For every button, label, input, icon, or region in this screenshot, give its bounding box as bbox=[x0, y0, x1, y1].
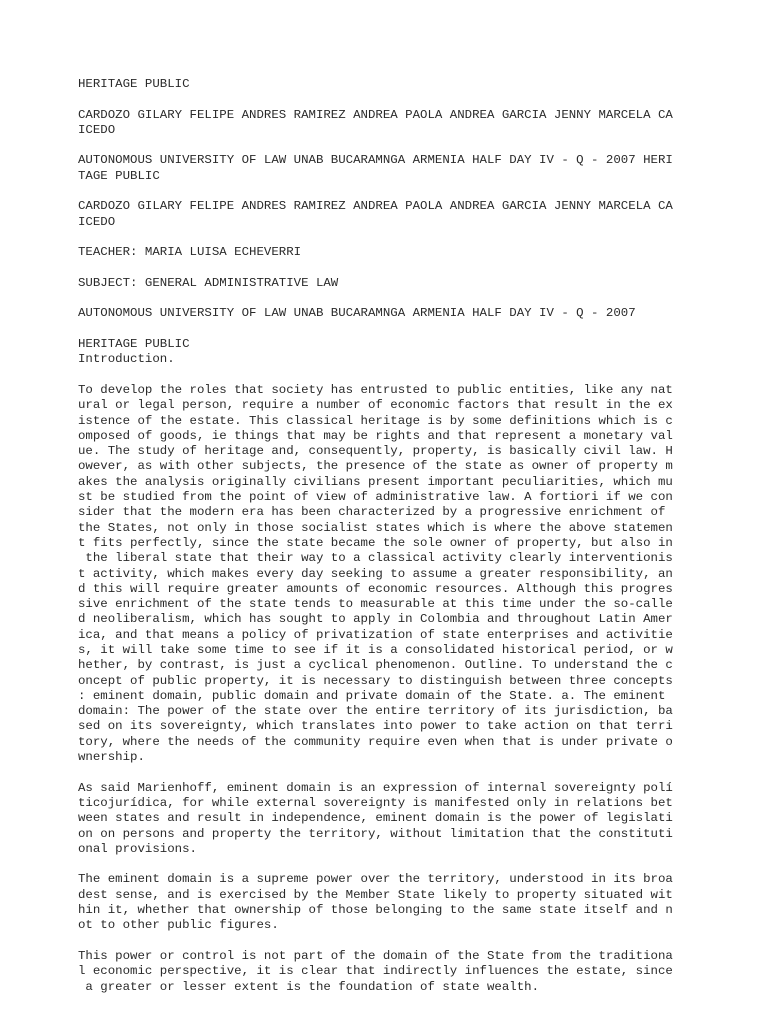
text-line: akes the analysis originally civilians present important peculiarities, which mu bbox=[78, 474, 673, 489]
text-block-paragraph-3 bbox=[78, 872, 758, 933]
text-line: on on persons and property the territory, without limitation that the constituti bbox=[78, 826, 673, 841]
text-line: a greater or lesser extent is the foundation of state wealth. bbox=[78, 979, 540, 994]
text-line: AUTONOMOUS UNIVERSITY OF LAW UNAB BUCARAMNGA ARMENIA HALF DAY IV - Q - 2007 HERI bbox=[78, 153, 673, 168]
text-line: omposed of goods, ie things that may be rights and that represent a monetary val bbox=[78, 428, 673, 443]
text-block-authors-1 bbox=[78, 108, 758, 139]
text-line: ot to other public figures. bbox=[78, 918, 279, 933]
text-line: sed on its sovereignty, which translates into power to take action on that terri bbox=[78, 719, 673, 734]
text-line: TEACHER: MARIA LUISA ECHEVERRI bbox=[78, 245, 302, 260]
text-block-subject bbox=[78, 276, 758, 291]
text-line: To develop the roles that society has entrusted to public entities, like any nat bbox=[78, 382, 673, 397]
text-line: HERITAGE PUBLIC bbox=[78, 337, 190, 352]
text-block-institution-2 bbox=[78, 306, 758, 321]
text-line: Introduction. bbox=[78, 352, 175, 367]
document-body bbox=[78, 77, 758, 995]
text-line: d this will require greater amounts of economic resources. Although this progres bbox=[78, 581, 673, 596]
text-line: This power or control is not part of the domain of the State from the traditiona bbox=[78, 948, 673, 963]
text-line: ica, and that means a policy of privatization of state enterprises and activitie bbox=[78, 627, 673, 642]
text-block-institution-1 bbox=[78, 153, 758, 184]
text-line: wnership. bbox=[78, 750, 145, 765]
text-line: st be studied from the point of view of administrative law. A fortiori if we con bbox=[78, 490, 673, 505]
text-line: SUBJECT: GENERAL ADMINISTRATIVE LAW bbox=[78, 275, 339, 290]
text-line: istence of the estate. This classical heritage is by some definitions which is c bbox=[78, 413, 673, 428]
text-line: d neoliberalism, which has sought to apply in Colombia and throughout Latin Amer bbox=[78, 612, 673, 627]
text-block-heading-1 bbox=[78, 77, 758, 92]
text-line: hin it, whether that ownership of those belonging to the same state itself and n bbox=[78, 903, 673, 918]
text-line: The eminent domain is a supreme power over the territory, understood in its broa bbox=[78, 872, 673, 887]
text-line: ue. The study of heritage and, consequently, property, is basically civil law. H bbox=[78, 444, 673, 459]
text-block-teacher bbox=[78, 245, 758, 260]
text-line: dest sense, and is exercised by the Member State likely to property situated wit bbox=[78, 887, 673, 902]
text-line: TAGE PUBLIC bbox=[78, 168, 160, 183]
text-line: : eminent domain, public domain and private domain of the State. a. The eminent bbox=[78, 688, 666, 703]
text-line: HERITAGE PUBLIC bbox=[78, 77, 190, 91]
text-line: hether, by contrast, is just a cyclical phenomenon. Outline. To understand the c bbox=[78, 658, 673, 673]
text-line: domain: The power of the state over the entire territory of its jurisdiction, ba bbox=[78, 704, 673, 719]
text-line: sive enrichment of the state tends to measurable at this time under the so-calle bbox=[78, 597, 673, 612]
text-block-authors-2 bbox=[78, 199, 758, 230]
text-line: t fits perfectly, since the state became the sole owner of property, but also in bbox=[78, 535, 673, 550]
text-line: CARDOZO GILARY FELIPE ANDRES RAMIREZ ANDREA PAOLA ANDREA GARCIA JENNY MARCELA CA bbox=[78, 107, 673, 122]
text-line: onal provisions. bbox=[78, 841, 197, 856]
text-line: As said Marienhoff, eminent domain is an expression of internal sovereignty polí bbox=[78, 780, 673, 795]
text-line: s, it will take some time to see if it is a consolidated historical period, or w bbox=[78, 642, 673, 657]
text-block-paragraph-1 bbox=[78, 383, 758, 765]
text-block-paragraph-2 bbox=[78, 781, 758, 857]
text-line: ticojurídica, for while external sovereignty is manifested only in relations bet bbox=[78, 795, 673, 810]
text-line: the States, not only in those socialist states which is where the above statemen bbox=[78, 520, 673, 535]
text-line: l economic perspective, it is clear that indirectly influences the estate, since bbox=[78, 964, 673, 979]
text-line: the liberal state that their way to a classical activity clearly interventionis bbox=[78, 551, 673, 566]
text-line: tory, where the needs of the community require even when that is under private o bbox=[78, 734, 673, 749]
text-line: AUTONOMOUS UNIVERSITY OF LAW UNAB BUCARAMNGA ARMENIA HALF DAY IV - Q - 2007 bbox=[78, 306, 636, 321]
text-line: owever, as with other subjects, the presence of the state as owner of property m bbox=[78, 459, 673, 474]
text-line: ICEDO bbox=[78, 122, 116, 137]
text-line: oncept of public property, it is necessary to distinguish between three concepts bbox=[78, 673, 673, 688]
text-line: CARDOZO GILARY FELIPE ANDRES RAMIREZ ANDREA PAOLA ANDREA GARCIA JENNY MARCELA CA bbox=[78, 199, 673, 214]
text-block-intro-heading bbox=[78, 337, 758, 368]
text-line: ICEDO bbox=[78, 214, 116, 229]
text-line: sider that the modern era has been characterized by a progressive enrichment of bbox=[78, 505, 666, 520]
text-line: ween states and result in independence, eminent domain is the power of legislati bbox=[78, 811, 673, 826]
text-line: ural or legal person, require a number of economic factors that result in the ex bbox=[78, 398, 673, 413]
text-block-paragraph-4 bbox=[78, 949, 758, 995]
text-line: t activity, which makes every day seeking to assume a greater responsibility, an bbox=[78, 566, 673, 581]
